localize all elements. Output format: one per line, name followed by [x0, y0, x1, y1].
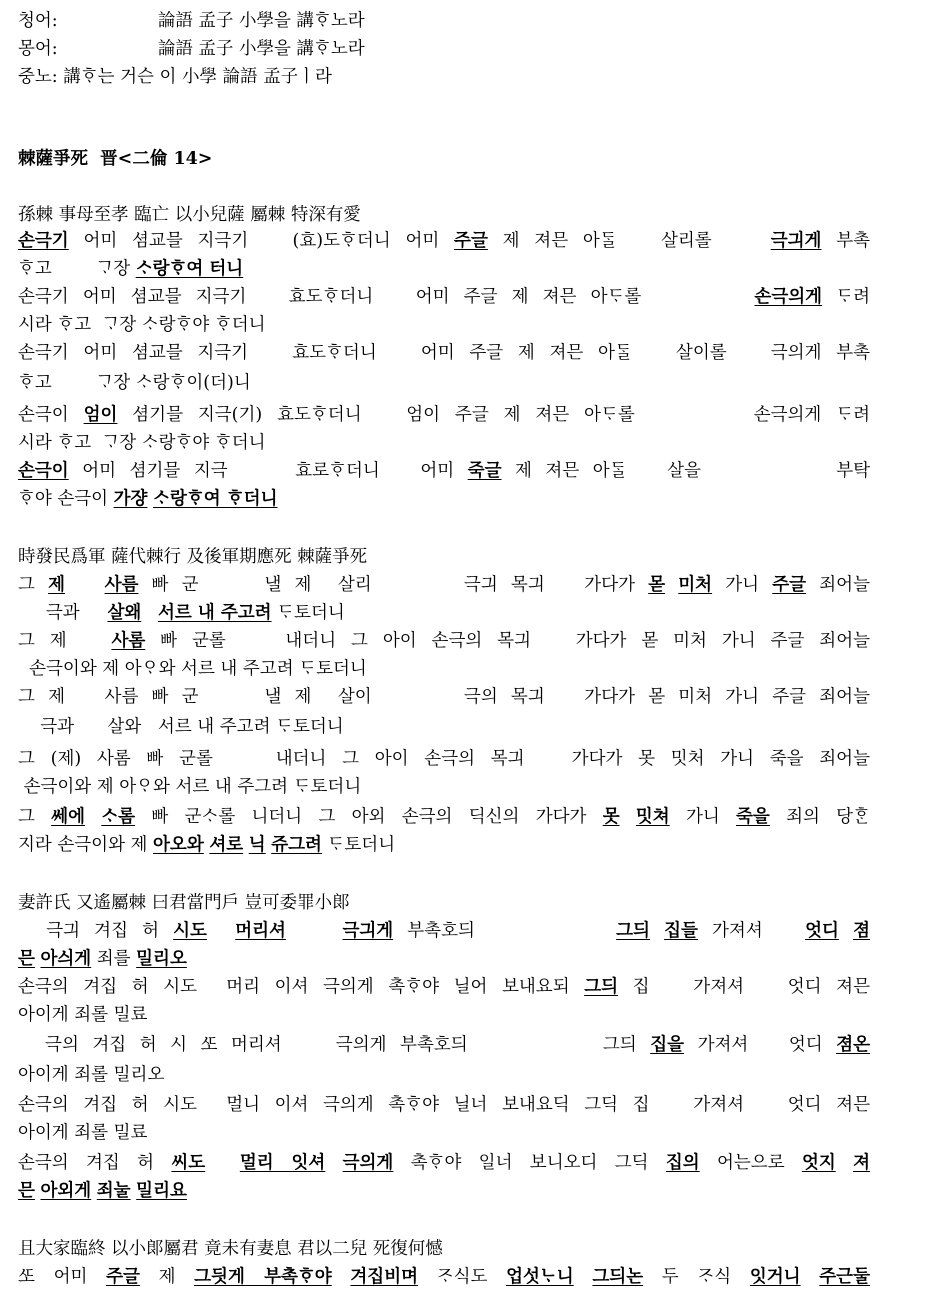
text-line — [18, 546, 870, 568]
underlined-phrase: ᄉᆞ롬 — [101, 807, 136, 827]
text-segment: 아이게 죄롤 밀료 — [18, 1005, 148, 1025]
text-segment: 그 제 사름 빠 군 낼 제 살이 극의 목긔 가다가 몯 미처 가니 주글 죄어늘 — [18, 687, 870, 707]
underlined-phrase: 쎄에 — [51, 807, 85, 827]
underlined-phrase: 극의게 — [342, 1153, 394, 1173]
text-segment: 빠 군롤 내더니 그 아이 손극의 목긔 가다가 몯 미처 가니 주글 죄어늘 — [145, 631, 870, 651]
text-line — [18, 286, 870, 308]
text-segment: 어는으로 — [699, 1153, 802, 1173]
text-segment: 부촉호듸 — [393, 921, 617, 941]
text-segment: 두 ᄌᆞ식 — [643, 1267, 750, 1287]
underlined-phrase: 사롬 — [111, 631, 146, 651]
text-segment: ᄃᆞ토더니 — [321, 835, 396, 855]
underlined-phrase: 밀리요 — [136, 1181, 187, 1201]
text-segment: 손극이 — [18, 405, 84, 425]
underlined-phrase: 믄 — [18, 1181, 35, 1201]
underlined-phrase: 죽글 — [467, 461, 502, 481]
underlined-phrase: 가쟝 — [113, 489, 148, 509]
text-segment — [574, 1267, 593, 1287]
underlined-phrase: 그딋게 부촉ᄒᆞ야 — [194, 1267, 332, 1287]
text-segment — [65, 575, 105, 595]
text-line — [18, 602, 870, 624]
text-segment — [85, 807, 101, 827]
text-segment: 제 져믄 아ᄃᆞᆯ 살을 부탁 — [501, 461, 870, 481]
text-line — [18, 66, 870, 88]
text-segment: 시라 ᄒᆞ고 ᄀᆞ장 ᄉᆞ랑ᄒᆞ야 ᄒᆞ더니 — [18, 315, 266, 335]
text-segment: 손극기 어미 셤교믈 지극기 효도ᄒᆞ더니 어미 주글 제 져믄 아ᄃᆞᆯ 살이롤 극의게 부촉 — [18, 343, 870, 363]
text-segment: 죄어늘 — [806, 575, 870, 595]
underlined-phrase: 손극이 — [18, 461, 69, 481]
text-segment: 棘薩爭死 晋<二倫 14> — [18, 149, 213, 169]
underlined-phrase: 손극의게 — [754, 287, 823, 307]
underlined-phrase: 주글 — [454, 231, 488, 251]
underlined-phrase: 시도 — [173, 921, 207, 941]
text-segment: 아이게 죄롤 밀료 — [18, 1123, 148, 1143]
text-segment: 극긔 겨집 허 — [18, 921, 174, 941]
text-line — [18, 686, 870, 708]
underlined-phrase: 죽을 — [736, 807, 770, 827]
text-segment: 부촉 — [821, 231, 871, 251]
text-line — [18, 230, 870, 252]
underlined-phrase: 그듸 — [616, 921, 650, 941]
underlined-phrase: 아오와 — [153, 835, 204, 855]
underlined-phrase: 미처 — [678, 575, 713, 595]
text-segment — [620, 807, 636, 827]
text-segment: 촉ᄒᆞ야 일너 보니오디 그딕 — [393, 1153, 666, 1173]
text-segment: ᄃᆞ려 — [822, 287, 870, 307]
text-line — [18, 372, 870, 394]
text-segment: 시라 ᄒᆞ고 ᄀᆞ장 ᄉᆞ랑ᄒᆞ야 ᄒᆞ더니 — [18, 433, 266, 453]
text-segment: 죄의 당ᄒᆞᆫ — [769, 807, 870, 827]
text-segment — [205, 1153, 240, 1173]
underlined-phrase: 살왜 — [107, 603, 142, 623]
text-segment: 그 제 — [18, 631, 112, 651]
text-line — [18, 948, 870, 970]
text-line — [18, 834, 870, 856]
underlined-phrase: 못 — [602, 807, 620, 827]
text-line — [18, 1266, 870, 1288]
underlined-phrase: 집들 — [664, 921, 698, 941]
underlined-phrase: 극긔게 — [770, 231, 822, 251]
underlined-phrase: 사름 — [104, 575, 139, 595]
text-segment: 가니 — [669, 807, 737, 827]
text-segment: 어미 셤기믈 지극 효로ᄒᆞ더니 어미 — [68, 461, 468, 481]
text-segment — [286, 921, 343, 941]
text-line — [18, 574, 870, 596]
text-line — [18, 488, 870, 510]
text-segment: 극의 겨집 허 시 ᄯᅩ 머리셔 극의게 부촉호듸 그듸 — [18, 1035, 651, 1055]
text-segment: 손극이와 제 아ᄋᆞ와 서르 내 주고려 ᄃᆞ토더니 — [18, 659, 367, 679]
text-line — [18, 148, 870, 170]
underlined-phrase: 씨도 — [171, 1153, 206, 1173]
text-segment: 손극의 겨집 허 시도 멀니 이셔 극의게 촉ᄒᆞ야 닐너 보내요딕 그딕 집 가져셔 엇디 져믄 — [18, 1095, 870, 1115]
text-line — [18, 204, 870, 226]
text-line — [18, 1034, 870, 1056]
underlined-phrase: 쥬그려 — [271, 835, 322, 855]
text-segment: 집 가져셔 엇디 져믄 — [618, 977, 870, 997]
text-segment: 손극의 겨집 허 — [18, 1153, 172, 1173]
text-line — [18, 1238, 870, 1260]
underlined-phrase: 주글 — [106, 1267, 140, 1287]
underlined-phrase: 져 — [853, 1153, 870, 1173]
text-segment: 가져셔 엇디 — [684, 1035, 837, 1055]
text-segment: ᄒᆞ고 ᄀᆞ장 — [18, 259, 136, 279]
text-segment: 죄를 — [91, 949, 137, 969]
text-line — [18, 10, 870, 32]
text-line — [18, 776, 870, 798]
text-segment: 時發民爲軍 薩代棘行 及後軍期應死 棘薩爭死 — [18, 547, 368, 567]
text-segment: 어미 셤교믈 지극기 (효)도ᄒᆞ더니 어미 — [68, 231, 455, 251]
underlined-phrase: 머리셔 — [235, 921, 286, 941]
text-segment: 극과 — [18, 603, 108, 623]
underlined-phrase: 잇거니 — [749, 1267, 801, 1287]
underlined-phrase: 멀리 잇셔 — [239, 1153, 326, 1173]
text-segment — [207, 921, 235, 941]
text-segment: 且大家臨終 以小郞屬君 竟未有妻息 君以二兒 死復何憾 — [18, 1239, 443, 1259]
text-line — [18, 38, 870, 60]
text-segment: 가져셔 — [697, 921, 806, 941]
text-line — [18, 976, 870, 998]
underlined-phrase: 아싀게 — [40, 949, 92, 969]
underlined-phrase: 그듸 — [584, 977, 619, 997]
text-line — [18, 460, 870, 482]
underlined-phrase: 집의 — [665, 1153, 700, 1173]
text-segment — [325, 1153, 342, 1173]
text-segment: ᄒᆞ고 ᄀᆞ장 ᄉᆞ랑ᄒᆞ이(더)니 — [18, 373, 251, 393]
underlined-phrase: 아외게 — [40, 1181, 92, 1201]
text-line — [18, 432, 870, 454]
text-line — [18, 314, 870, 336]
text-segment: 손극기 어미 셤교믈 지극기 효도ᄒᆞ더니 어미 주글 제 져믄 아ᄃᆞ롤 — [18, 287, 755, 307]
text-line — [18, 806, 870, 828]
text-segment: 아이게 죄롤 밀리오 — [18, 1065, 165, 1085]
underlined-phrase: 집을 — [650, 1035, 685, 1055]
text-segment: 제 져믄 아ᄃᆞᆯ 살리롤 — [487, 231, 771, 251]
underlined-phrase: 엇지 — [801, 1153, 836, 1173]
text-segment: 극과 살와 서르 내 주고려 ᄃᆞ토더니 — [18, 717, 344, 737]
underlined-phrase: 죄눌 — [96, 1181, 131, 1201]
underlined-phrase: 주글 — [772, 575, 807, 595]
underlined-phrase: 손극기 — [18, 231, 69, 251]
text-segment — [650, 921, 664, 941]
text-segment — [836, 1153, 853, 1173]
text-segment: 제 — [139, 1267, 195, 1287]
text-line — [18, 630, 870, 652]
underlined-phrase: 믄 — [18, 949, 35, 969]
text-segment: 청어: 論語 孟子 小學을 講ᄒᆞ노라 — [18, 11, 365, 31]
text-segment: ᄒᆞ야 손극이 — [18, 489, 114, 509]
text-segment: 빠 군ᄉᆞ롤 니더니 그 아외 손극의 딕신의 가다가 — [135, 807, 603, 827]
underlined-phrase: 극긔게 — [342, 921, 394, 941]
text-segment: 그 — [18, 575, 49, 595]
text-segment: 그 (제) 사롬 빠 군롤 내더니 그 아이 손극의 목긔 가다가 못 밋처 가니 죽을 죄어늘 — [18, 749, 870, 769]
text-line — [18, 1064, 870, 1086]
text-line — [18, 342, 870, 364]
underlined-phrase: ᄉᆞ랑ᄒᆞ여 ᄒᆞ더니 — [153, 489, 278, 509]
text-line — [18, 1004, 870, 1026]
underlined-phrase: 겨집비며 — [350, 1267, 419, 1287]
text-line — [18, 748, 870, 770]
underlined-phrase: 졈 — [853, 921, 870, 941]
text-segment: ᄌᆞ식도 — [418, 1267, 507, 1287]
text-segment: 몽어: 論語 孟子 小學을 講ᄒᆞ노라 — [18, 39, 365, 59]
underlined-phrase: 졈온 — [836, 1035, 870, 1055]
text-segment: 빠 군 낼 제 살리 극긔 목긔 가다가 — [138, 575, 649, 595]
underlined-phrase: 셔로 — [209, 835, 244, 855]
text-segment: 가니 — [712, 575, 773, 595]
text-line — [18, 920, 870, 942]
text-segment — [665, 575, 678, 595]
underlined-phrase: 서르 내 주고려 — [157, 603, 272, 623]
text-segment: 손극의 겨집 허 시도 머리 이셔 극의게 촉ᄒᆞ야 닐어 보내요되 — [18, 977, 585, 997]
text-segment — [141, 603, 158, 623]
text-segment: 손극이와 제 아ᄋᆞ와 서르 내 주그려 ᄃᆞ토더니 — [18, 777, 362, 797]
underlined-phrase: 엇디 — [805, 921, 839, 941]
underlined-phrase: 밋쳐 — [635, 807, 670, 827]
text-segment: 그 — [18, 807, 52, 827]
underlined-phrase: 몯 — [648, 575, 666, 595]
text-segment: 妻許氏 又遙屬棘 曰君當門戶 豈可委罪小郞 — [18, 893, 350, 913]
text-segment: 셤기믈 지극(기) 효도ᄒᆞ더니 엄이 주글 제 져믄 아ᄃᆞ롤 손극의게 ᄃᆞ려 — [117, 405, 871, 425]
text-line — [18, 258, 870, 280]
text-segment — [839, 921, 853, 941]
text-line — [18, 1180, 870, 1202]
underlined-phrase: 주근둘 — [819, 1267, 870, 1287]
text-segment: 지라 손극이와 제 — [18, 835, 154, 855]
text-line — [18, 658, 870, 680]
underlined-phrase: 제 — [48, 575, 65, 595]
text-line — [18, 1152, 870, 1174]
text-line — [18, 1094, 870, 1116]
underlined-phrase: 밀리오 — [136, 949, 187, 969]
text-segment: 孫棘 事母至孝 臨亡 以小兒薩 屬棘 特深有愛 — [18, 205, 361, 225]
text-line — [18, 716, 870, 738]
underlined-phrase: 그듸논 — [592, 1267, 644, 1287]
text-segment — [801, 1267, 820, 1287]
text-segment — [332, 1267, 351, 1287]
underlined-phrase: 업섯ᄂᆞ니 — [506, 1267, 574, 1287]
underlined-phrase: ᄉᆞ랑ᄒᆞ여 터니 — [135, 259, 244, 279]
underlined-phrase: 엄이 — [83, 405, 118, 425]
text-line — [18, 1122, 870, 1144]
text-segment: 중노: 講ᄒᆞ는 거슨 이 小學 論語 孟子ㅣ라 — [18, 67, 332, 87]
text-line — [18, 404, 870, 426]
underlined-phrase: 닉 — [248, 835, 266, 855]
text-line — [18, 892, 870, 914]
text-segment: ᄯᅩ 어미 — [18, 1267, 107, 1287]
text-segment: ᄃᆞ토더니 — [271, 603, 345, 623]
